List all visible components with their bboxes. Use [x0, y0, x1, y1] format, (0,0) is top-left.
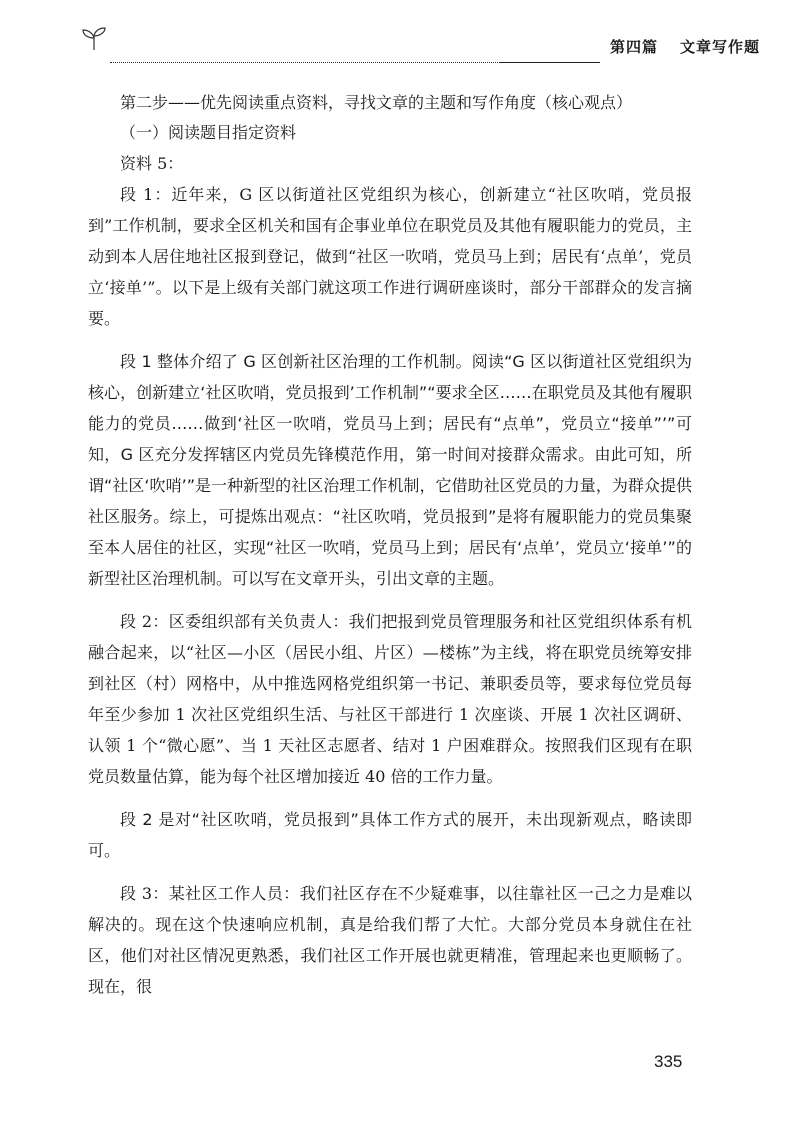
material-paragraph-3: 段 3：某社区工作人员：我们社区存在不少疑难事，以往靠社区一己之力是难以解决的。现在这个快速响应机制，真是给我们帮了大忙。大部分党员本身就住在社区，他们对社区情况更熟悉，我们社区工作开展也就更精准，管理起来也更顺畅了。现在，很 — [88, 884, 692, 996]
step-heading: 第二步——优先阅读重点资料，寻找文章的主题和写作角度（核心观点） — [120, 93, 633, 112]
page-body — [88, 88, 692, 1002]
chapter-title: 文章写作题 — [680, 38, 761, 56]
running-header — [80, 22, 761, 62]
material-label: 资料 5： — [120, 154, 184, 173]
sub-heading: （一）阅读题目指定资料 — [120, 123, 297, 142]
material-paragraph-1: 段 1：近年来，G 区以街道社区党组织为核心，创新建立“社区吹哨，党员报到”工作机制，要求全区机关和国有企事业单位在职党员及其他有履职能力的党员，主动到本人居住地社区报到登记，做到“社区一吹哨，党员马上到；居民有‘点单’，党员立‘接单’”。以下是上级有关部门就这项工作进行调研座谈时，部分干部群众的发言摘要。 — [88, 185, 692, 328]
analysis-paragraph-1: 段 1 整体介绍了 G 区创新社区治理的工作机制。阅读“G 区以街道社区党组织为核心，创新建立‘社区吹哨，党员报到’工作机制”“要求全区……在职党员及其他有履职能力的党员……做到‘社区一吹哨，党员马上到；居民有“点单”，党员立“接单”’”可知，G 区充分发挥辖区内党员先锋模范作用，第一时间对接群众需求。由此可知，所谓“社区‘吹哨’”是一种新型的社区治理工作机制，它借助社区党员的力量，为群众提供社区服务。综上，可提炼出观点：“社区吹哨，党员报到”是将有履职能力的党员集聚至本人居住的社区，实现“社区一吹哨，党员马上到；居民有‘点单’，党员立‘接单’”的新型社区治理机制。可以写在文章开头，引出文章的主题。 — [88, 352, 692, 588]
analysis-paragraph-2: 段 2 是对“社区吹哨，党员报到”具体工作方式的展开，未出现新观点，略读即可。 — [88, 810, 692, 860]
material-paragraph-2: 段 2：区委组织部有关负责人：我们把报到党员管理服务和社区党组织体系有机融合起来，以“社区—小区（居民小组、片区）—楼栋”为主线，将在职党员统筹安排到社区（村）网格中，从中推选网格党组织第一书记、兼职委员等，要求每位党员每年至少参加 1 次社区党组织生活、与社区干部进行 1 次座谈、开展 1 次社区调研、认领 1 个“微心愿”、当 1 天社区志愿者、结对 1 户困难群众。按照我们区现有在职党员数量估算，能为每个社区增加接近 40 倍的工作力量。 — [88, 612, 692, 786]
page-number: 335 — [654, 1052, 683, 1071]
header-solid-rule — [500, 62, 600, 63]
section-label: 第四篇 — [610, 38, 659, 56]
sprout-icon — [80, 26, 108, 52]
